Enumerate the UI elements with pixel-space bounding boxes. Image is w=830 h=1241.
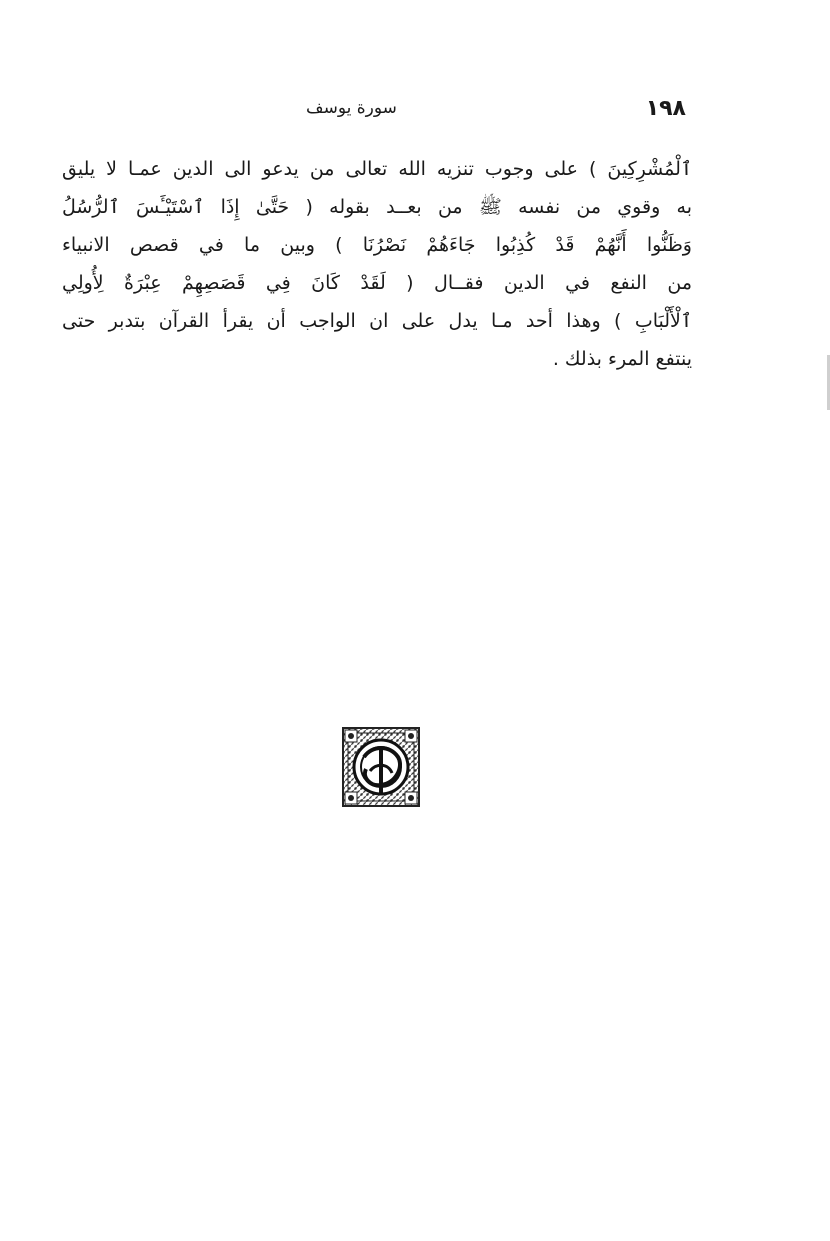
text-line: ينتفع المرء بذلك .	[552, 348, 692, 370]
decorative-knot-ornament-icon	[342, 727, 420, 807]
text-line: وَظَنُّوا أَنَّهُمْ قَدْ كُذِبُوا جَاءَهُمْ نَصْرُنَا ) وبين ما في قصص الانبياء	[62, 234, 692, 256]
page-header	[66, 96, 686, 126]
text-line: ٱلْمُشْرِكِينَ ) على وجوب تنزيه الله تعالى من يدعو الى الدين عمـا لا يليق	[62, 158, 692, 180]
text-line: ٱلْأَلْبَابِ ) وهذا أحد مـا يدل على ان الواجب أن يقرأ القرآن بتدبر حتى	[62, 310, 692, 332]
body-paragraph	[62, 150, 692, 378]
text-line: به وقوي من نفسه ﷺ من بعــد بقوله ( حَتَّىٰ إِذَا ٱسْتَيْـَٔسَ ٱلرُّسُلُ	[62, 196, 692, 218]
running-title: سورة يوسف	[306, 98, 397, 118]
page-number: ١٩٨	[645, 96, 686, 121]
text-line: من النفع في الدين فقــال ( لَقَدْ كَانَ فِي قَصَصِهِمْ عِبْرَةٌ لِأُولِي	[62, 272, 692, 294]
